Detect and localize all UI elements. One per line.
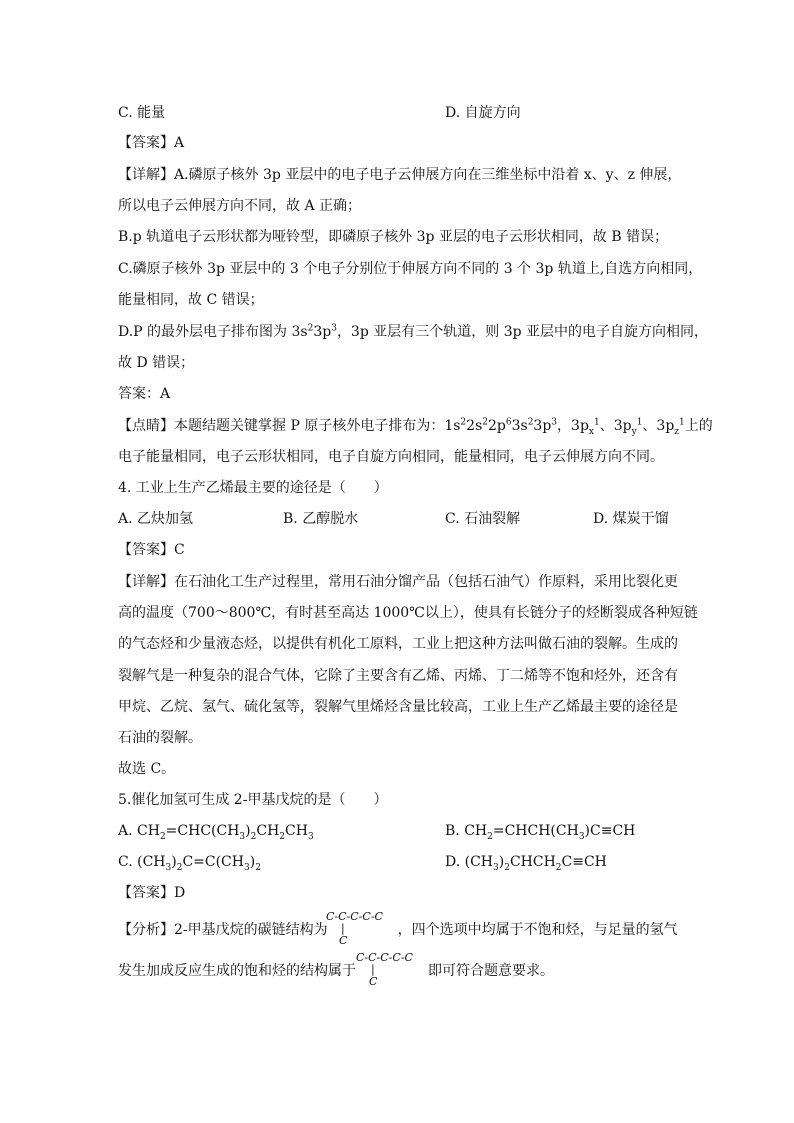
detail-line: D.P 的最外层电子排布图为 $3s^23p^3$，3p 亚层有三个轨道，则 3p 亚层中的电子自旋方向相同， [118,323,709,340]
chain-branch-carbon: C [369,975,378,988]
carbon-chain-structure [356,952,413,988]
analysis-line: 【分析】2-甲基戊烷的碳链结构为 ，四个选项中均属于不饱和烃，与足量的氢气 [118,922,678,938]
option-b: B. $CH_2=CHCH(CH_3)C\equiv CH$ [445,823,636,842]
question-stem: 5.催化加氢可生成 2-甲基戊烷的是（ ） [118,792,388,808]
option-b: B. 乙醇脱水 [283,511,359,527]
chain-branch-bond: | [341,922,345,935]
detail-line: 高的温度（700～800℃，有时甚至高达 1000℃以上），使具有长链分子的烃断裂成各种短链 [118,605,698,621]
answer-label: 【答案】D [118,885,186,901]
option-d: D. 煤炭干馏 [593,511,669,527]
answer-label: 【答案】C [118,542,185,558]
question-stem: 4. 工业上生产乙烯最主要的途径是（ ） [118,480,388,496]
chain-main: C-C-C-C-C [356,951,413,964]
option-c: C. 能量 [118,105,166,121]
detail-line: 能量相同，故 C 错误； [118,292,264,308]
detail-line: 裂解气是一种复杂的混合气体，它除了主要含有乙烯、丙烯、丁二烯等不饱和烃外，还含有 [118,668,678,684]
option-a: A. 乙炔加氢 [118,511,194,527]
analysis-line: 发生加成反应生成的饱和烃的结构属于 即可符合题意要求。 [118,963,554,979]
detail-line: 故 D 错误； [118,355,195,371]
option-c: C. 石油裂解 [445,511,521,527]
detail-line: 所以电子云伸展方向不同，故 A 正确； [118,198,362,214]
option-d: D. $(CH_3)_2CHCH_2C\equiv CH$ [445,854,607,873]
detail-line: C.磷原子核外 3p 亚层中的 3 个电子分别位于伸展方向不同的 3 个 3p 轨道上,自选方向相同， [118,261,703,277]
answer-line: 答案：A [118,386,171,402]
detail-line: 的气态烃和少量液态烃，以提供有机化工原料，工业上把这种方法叫做石油的裂解。生成的 [118,636,678,652]
carbon-chain-structure [326,911,383,947]
key-point-line: 【点睛】本题结题关键掌握 P 原子核外电子排布为：$1s^22s^22p^63s^23p^3$，$3p_x^1$、$3p_y^1$、$3p_z^1$上的 [118,417,713,437]
select-line: 故选 C。 [118,761,176,777]
detail-line: 【详解】在石油化工生产过程里，常用石油分馏产品（包括石油气）作原料，采用比裂化更 [118,574,678,590]
detail-line: B.p 轨道电子云形状都为哑铃型，即磷原子核外 3p 亚层的电子云形状相同，故 B 错误； [118,229,669,245]
detail-line: 【详解】A.磷原子核外 3p 亚层中的电子电子云伸展方向在三维坐标中沿着 x、y、z 伸展， [118,167,682,183]
option-a: A. $CH_2=CHC(CH_3)_2CH_2CH_3$ [118,823,314,842]
key-point-line: 电子能量相同，电子云形状相同，电子自旋方向相同，能量相同，电子云伸展方向不同。 [118,449,664,465]
chain-main: C-C-C-C-C [326,910,383,923]
option-c: C. $(CH_3)_2C=C(CH_3)_2$ [118,854,261,873]
answer-label: 【答案】A [118,135,185,151]
chain-branch-bond: | [371,963,375,976]
detail-line: 石油的裂解。 [118,730,202,746]
option-d: D. 自旋方向 [445,105,521,121]
detail-line: 甲烷、乙烷、氢气、硫化氢等，裂解气里烯烃含量比较高，工业上生产乙烯最主要的途径是 [118,699,678,715]
chain-branch-carbon: C [339,934,348,947]
